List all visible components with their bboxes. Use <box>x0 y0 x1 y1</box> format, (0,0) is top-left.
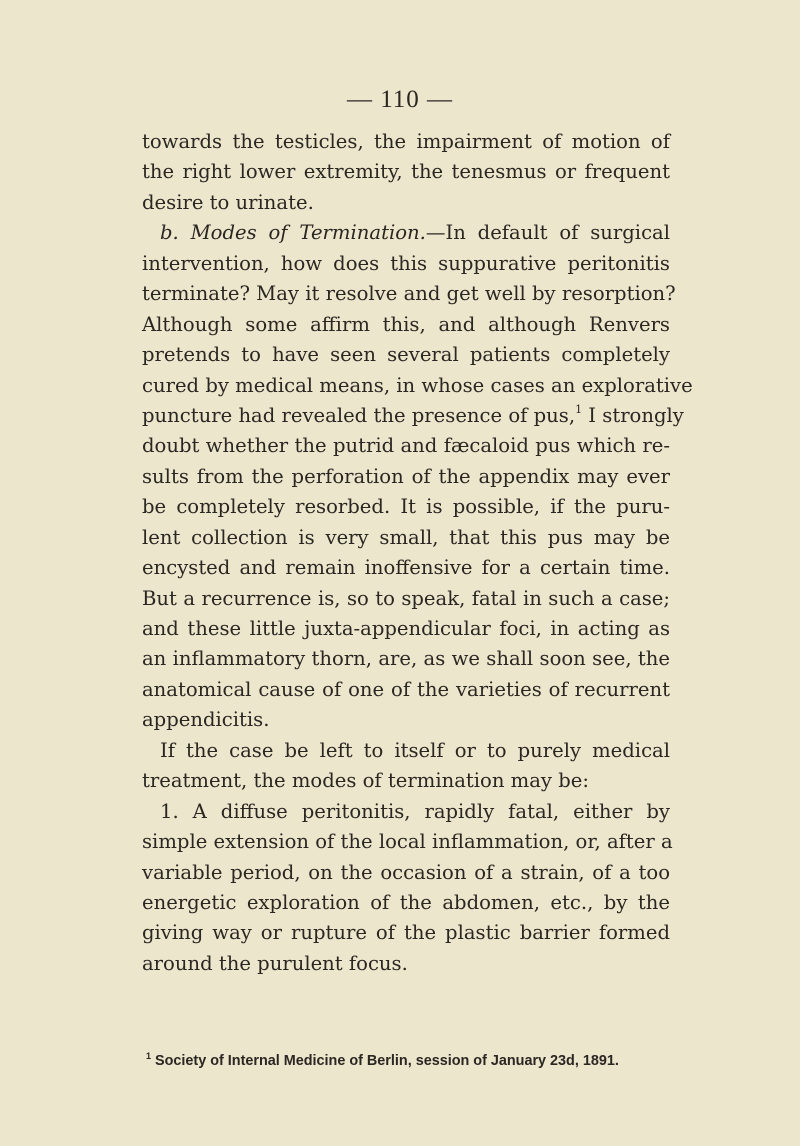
text-line: towards the testicles, the impairment of motion of <box>142 130 670 153</box>
text-line: doubt whether the putrid and fæcaloid pus which re- <box>142 434 670 458</box>
text-line: be completely resorbed. It is possible, if the puru- <box>142 495 670 519</box>
text-line: 1. A diffuse peritonitis, rapidly fatal, either by <box>160 799 670 823</box>
text-line: energetic exploration of the abdomen, etc., by the <box>142 890 670 914</box>
footnote-marker: 1 <box>146 1051 152 1061</box>
text-line: intervention, how does this suppurative peritonitis <box>142 251 670 275</box>
text-line: If the case be left to itself or to purely medical <box>160 738 670 762</box>
footnote-text: Society of Internal Medicine of Berlin, session of January 23d, 1891. <box>151 1053 619 1069</box>
section-heading-line <box>142 218 670 248</box>
text-line: lent collection is very small, that this pus may be <box>142 525 670 549</box>
text-line: pretends to have seen several patients completely <box>142 343 670 367</box>
section-heading: b. Modes of Termination. <box>160 221 426 245</box>
text-fragment: puncture had revealed the presence of pus, <box>142 403 576 427</box>
text-line: an inflammatory thorn, are, as we shall soon see, the <box>142 647 670 671</box>
text-line: anatomical cause of one of the varieties of recurrent <box>142 677 670 701</box>
text-line-with-footnote-ref <box>142 401 684 431</box>
text-line: the right lower extremity, the tenesmus or frequent <box>142 160 670 184</box>
page-number: — 110 — <box>346 86 454 113</box>
text-line: encysted and remain inoffensive for a certain time. <box>142 556 670 580</box>
footnote <box>146 1053 666 1069</box>
text-line: But a recurrence is, so to speak, fatal in such a case; <box>142 586 670 610</box>
text-line: and these little juxta-appendicular foci, in acting as <box>142 617 670 640</box>
text-fragment: I strongly <box>582 403 684 427</box>
text-line: sults from the perforation of the appendix may ever <box>142 464 670 488</box>
text-line: cured by medical means, in whose cases an explorative <box>142 373 693 397</box>
text-line: simple extension of the local inflammation, or, after a <box>142 830 673 854</box>
text-line: around the purulent focus. <box>142 951 408 975</box>
text-line: appendicitis. <box>142 708 270 732</box>
section-heading-continuation: —In default of surgical <box>425 221 671 245</box>
text-line: variable period, on the occasion of a strain, of a too <box>142 860 670 884</box>
text-line: terminate? May it resolve and get well by resorption? <box>142 282 676 306</box>
text-line: giving way or rupture of the plastic barrier formed <box>142 921 670 945</box>
body-text <box>142 127 693 979</box>
text-line: desire to urinate. <box>142 190 314 214</box>
text-line: treatment, the modes of termination may be: <box>142 769 589 793</box>
text-line: Although some affirm this, and although Renvers <box>142 312 670 336</box>
footnote-reference: 1 <box>575 402 583 416</box>
